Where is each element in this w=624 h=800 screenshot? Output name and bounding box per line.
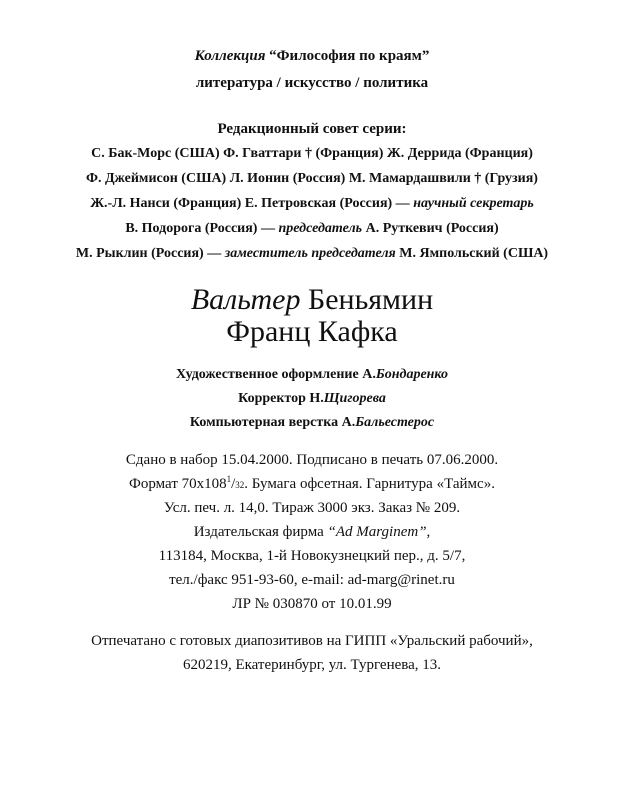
credit-layout-name: Бальестерос: [355, 415, 435, 430]
format-sub: 32: [235, 480, 245, 490]
board-line-2: Ф. Джеймисон (США) Л. Ионин (Россия) М. Мамардашвили † (Грузия): [86, 171, 538, 186]
collection-prefix: Коллекция: [194, 48, 266, 64]
author-last-name: Беньямин: [307, 283, 434, 316]
credit-proof-name: Щигорева: [323, 391, 386, 406]
printer-line-2: 620219, Екатеринбург, ул. Тургенева, 13.: [182, 657, 442, 673]
credit-proof-label: Корректор Н.: [238, 391, 324, 406]
credit-layout-label: Компьютерная верстка А.: [189, 415, 356, 430]
credit-layout: [0, 415, 624, 431]
board-line-4-text: В. Подорога (Россия) —: [125, 221, 279, 236]
imprint-dates: Сдано в набор 15.04.2000. Подписано в печать 07.06.2000.: [125, 452, 499, 468]
collection-line: [0, 48, 624, 65]
imprint-license: ЛР № 030870 от 10.01.99: [232, 596, 392, 612]
board-role-chair: председатель: [278, 221, 363, 236]
format-sup: 1: [226, 474, 232, 484]
imprint-sheets: Усл. печ. л. 14,0. Тираж 3000 экз. Заказ № 209.: [163, 500, 461, 516]
credit-design: [0, 367, 624, 383]
collection-name: “Философия по краям”: [269, 48, 430, 64]
board-line-4-end: А. Руткевич (Россия): [362, 221, 499, 236]
board-line-5-text: М. Рыклин (Россия) —: [75, 246, 225, 261]
board-line-4: [0, 221, 624, 237]
credit-proofreader: [0, 391, 624, 407]
author-first-name: Вальтер: [190, 283, 301, 316]
publisher-name: “Ad Marginem”: [327, 524, 427, 540]
board-line-3: [0, 196, 624, 212]
printer-line-1: Отпечатано с готовых диапозитивов на ГИПП «Уральский рабочий»,: [91, 633, 533, 649]
board-line-5: [0, 246, 624, 262]
publisher-label: Издательская фирма: [193, 524, 328, 540]
book-author: [0, 283, 624, 317]
imprint-publisher: [0, 524, 624, 541]
board-heading: Редакционный совет серии:: [217, 121, 407, 137]
book-title: Франц Кафка: [226, 315, 398, 348]
board-line-1: С. Бак-Морс (США) Ф. Гваттари † (Франция) Ж. Деррида (Франция): [91, 146, 533, 161]
credit-design-label: Художественное оформление А.: [176, 367, 376, 382]
format-text: Формат 70x108: [129, 476, 227, 492]
format-paper: . Бумага офсетная. Гарнитура «Таймс».: [244, 476, 495, 492]
board-role-deputy: заместитель председателя: [224, 246, 396, 261]
format-slash: /: [231, 476, 236, 492]
imprint-format: [0, 476, 624, 493]
board-line-5-end: М. Ямпольский (США): [395, 246, 549, 261]
board-line-3-text: Ж.-Л. Нанси (Франция) Е. Петровская (Россия) —: [90, 196, 414, 211]
imprint-contacts: тел./факс 951-93-60, e-mail: ad-marg@rinet.ru: [169, 572, 455, 588]
imprint-address: 113184, Москва, 1-й Новокузнецкий пер., д. 5/7,: [158, 548, 466, 564]
collection-subtitle: литература / искусство / политика: [195, 75, 429, 91]
board-role-secretary: научный секретарь: [413, 196, 534, 211]
credit-design-name: Бондаренко: [375, 367, 448, 382]
publisher-comma: ,: [426, 524, 431, 540]
